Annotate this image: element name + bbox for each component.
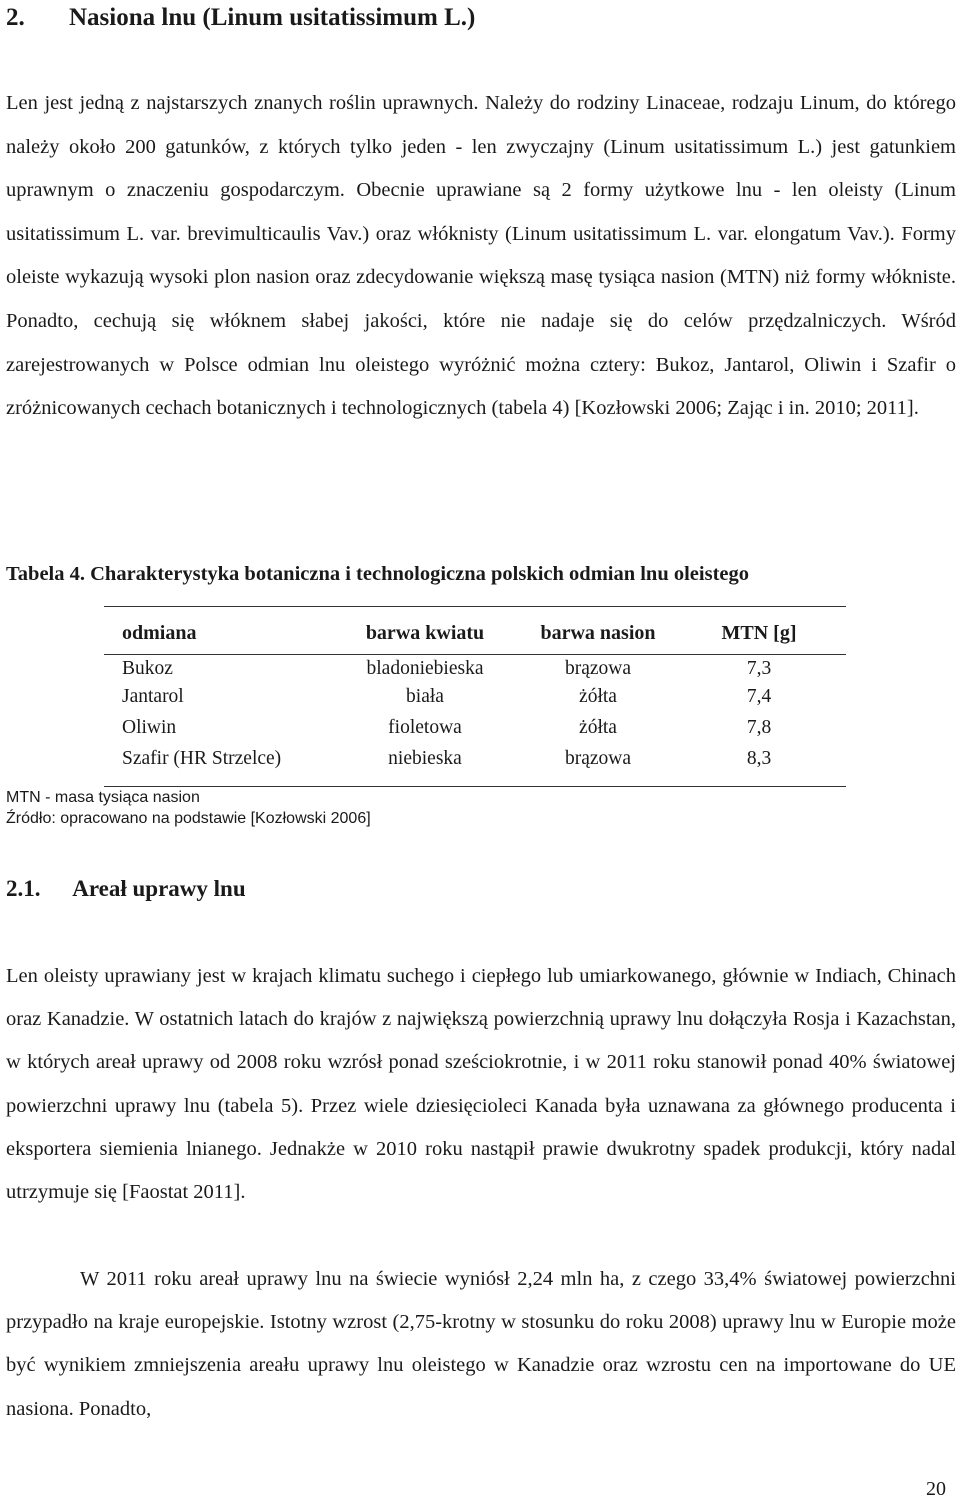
intro-paragraph: Len jest jedną z najstarszych znanych roślin uprawnych. Należy do rodziny Linaceae, rodzaju Linum, do którego należy około 200 gatunków, z których tylko jeden - len zwyczajny (Linum usitatissimum L.) jest gatunkiem uprawnym o znaczeniu gospodarczym. Obecnie uprawiane są 2 formy użytkowe lnu - len oleisty (Linum usitatissimum L. var. brevimulticaulis Vav.) oraz włóknisty (Linum usitatissimum L. var. elongatum Vav.). Formy oleiste wykazują wysoki plon nasion oraz zdecydowanie większą masę tysiąca nasion (MTN) niż formy włókniste. Ponadto, cechują się włóknem słabej jakości, które nie nadaje się do celów przędzalniczych. Wśród zarejestrowanych w Polsce odmian lnu oleistego wyróżnić można cztery: Bukoz, Jantarol, Oliwin i Szafir o zróżnicowanych cechach botanicznych i technologicznych (tabela 4) [Kozłowski 2006; Zając i in. 2010; 2011]. [6, 92, 956, 420]
table-cell: 8,3 [746, 748, 772, 769]
table-caption [6, 563, 749, 586]
table-bottom-rule [104, 786, 846, 787]
header-cell: MTN [g] [721, 622, 797, 644]
section-title: Nasiona lnu (Linum usitatissimum L.) [69, 4, 476, 31]
table-cell: biała [406, 686, 444, 707]
table-row [104, 744, 846, 774]
table-cell: Szafir (HR Strzelce) [122, 748, 282, 769]
table-cell: bladoniebieska [366, 658, 484, 679]
table-top-rule [104, 606, 846, 607]
subsection-title: Areał uprawy lnu [72, 876, 246, 901]
table-footnote-mtn: MTN - masa tysiąca nasion [6, 789, 200, 806]
table-cell: żółta [579, 717, 617, 738]
paragraph-3: W 2011 roku areał uprawy lnu na świecie wyniósł 2,24 mln ha, z czego 33,4% światowej powierzchni przypadło na kraje europejskie. Istotny wzrost (2,75-krotny w stosunku do roku 2008) uprawy lnu w Europie może być wynikiem zmniejszenia areału uprawy lnu oleistego w Kanadzie oraz wzrostu cen na importowane do UE nasiona. Ponadto, [6, 1268, 956, 1420]
table-cell: 7,4 [746, 686, 772, 707]
table-cell: brązowa [564, 748, 632, 769]
table-cell: niebieska [388, 748, 462, 769]
table-footnote-source: Źródło: opracowano na podstawie [Kozłowski 2006] [6, 810, 371, 827]
table-label: Tabela 4. [6, 563, 85, 585]
subsection-heading [6, 876, 246, 902]
header-cell: barwa nasion [540, 622, 656, 644]
table-header-row [104, 618, 846, 648]
subsection-number: 2.1. [6, 876, 41, 901]
table-cell: 7,8 [746, 717, 772, 738]
table-cell: Bukoz [122, 658, 173, 679]
table-cell: brązowa [564, 658, 632, 679]
table-row [104, 654, 846, 684]
paragraph-2: Len oleisty uprawiany jest w krajach klimatu suchego i ciepłego lub umiarkowanego, głównie w Indiach, Chinach oraz Kanadzie. W ostatnich latach do krajów z największą powierzchnią uprawy lnu dołączyła Rosja i Kazachstan, w których areał uprawy od 2008 roku wzrósł ponad sześciokrotnie, i w 2011 roku stanowił ponad 40% światowej powierzchni uprawy lnu (tabela 5). Przez wiele dziesięcioleci Kanada była uznawana za głównego producenta i eksportera siemienia lnianego. Jednakże w 2010 roku nastąpił prawie dwukrotny spadek produkcji, który nadal utrzymuje się [Faostat 2011]. [6, 965, 956, 1204]
table-cell: żółta [579, 686, 617, 707]
header-cell: barwa kwiatu [365, 622, 485, 644]
table-cell: fioletowa [388, 717, 462, 738]
section-heading [6, 4, 475, 32]
section-number: 2. [6, 4, 25, 31]
header-cell: odmiana [122, 622, 197, 644]
table-cell: 7,3 [746, 658, 772, 679]
table-cell: Oliwin [122, 717, 177, 738]
table-cell: Jantarol [122, 686, 184, 707]
table-row [104, 713, 846, 743]
page-number: 20 [926, 1478, 946, 1500]
table-caption-text: Charakterystyka botaniczna i technologiczna polskich odmian lnu oleistego [90, 563, 750, 585]
table-row [104, 682, 846, 712]
